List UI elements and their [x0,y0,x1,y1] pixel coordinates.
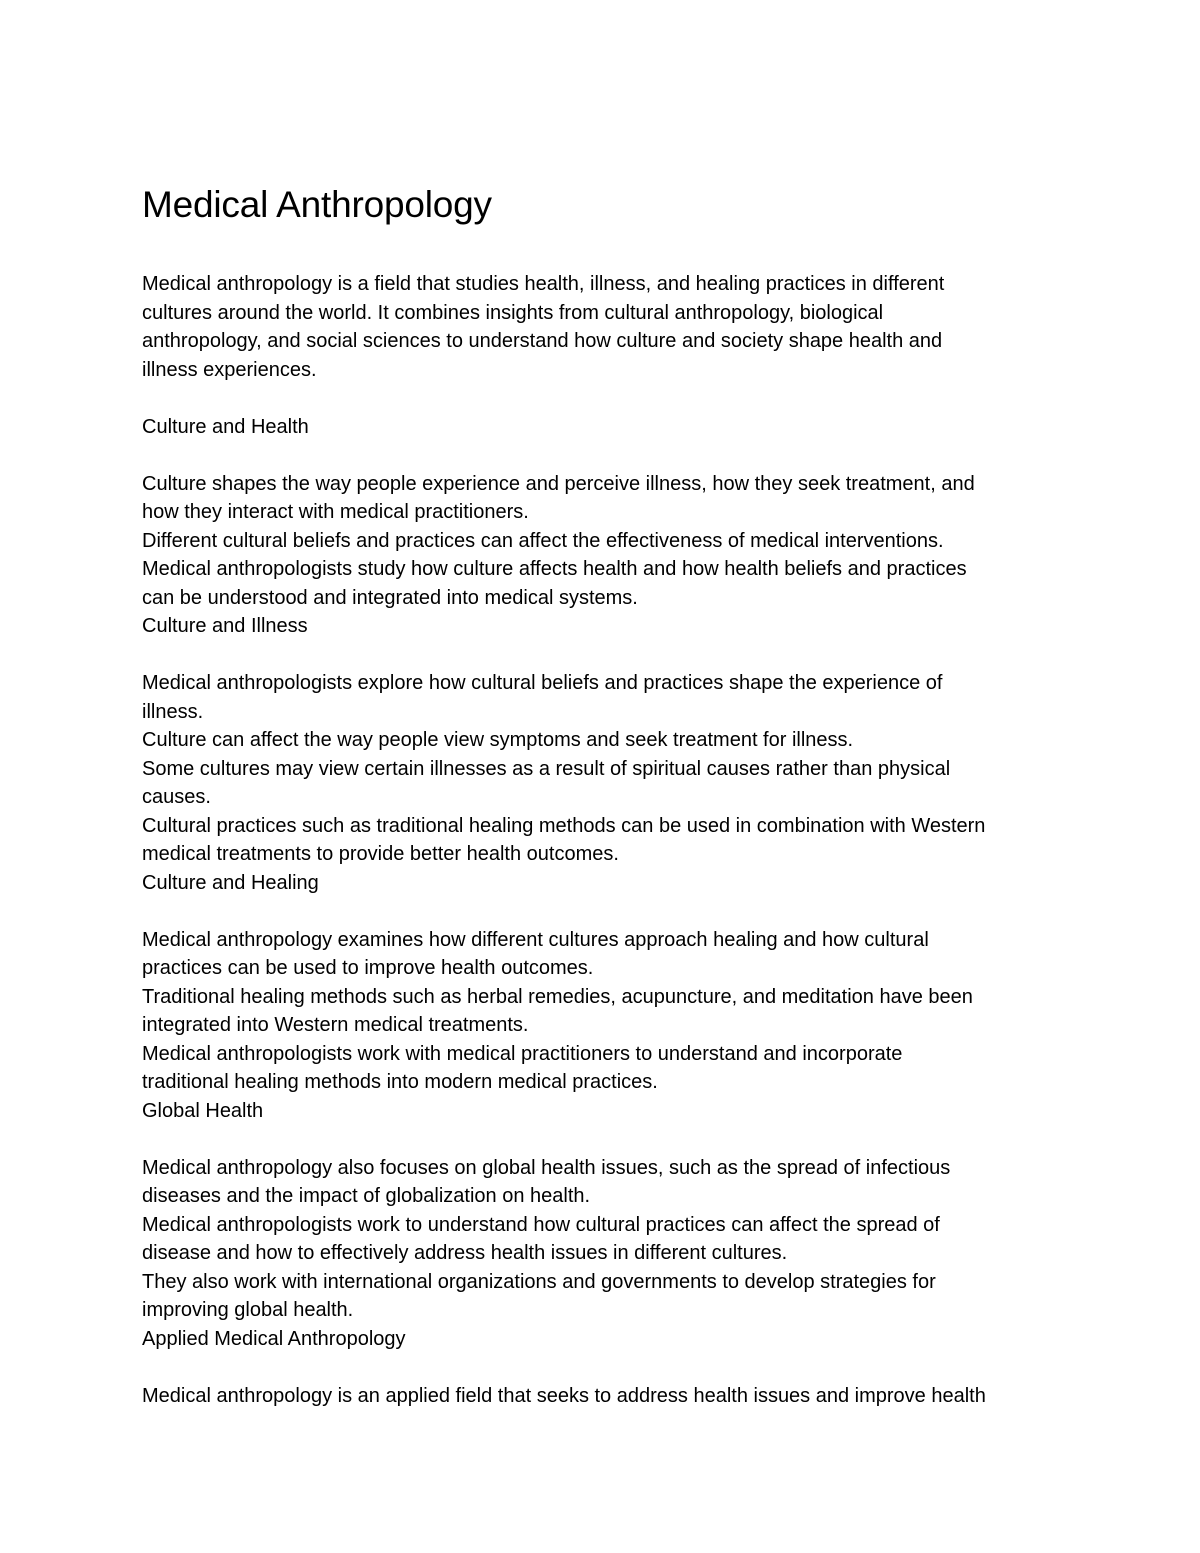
text-line: Traditional healing methods such as herbal remedies, acupuncture, and meditation have been [142,985,973,1008]
text-line: Cultural practices such as traditional healing methods can be used in combination with Western [142,814,986,837]
text-line: diseases and the impact of globalization on health. [142,1185,591,1207]
text-line: practices can be used to improve health outcomes. [142,957,594,979]
section-heading: Culture and Healing [142,871,319,894]
text-line: causes. [142,786,211,808]
text-line: cultures around the world. It combines insights from cultural anthropology, biological [142,301,884,324]
spacer [142,897,1062,926]
section-global-health [142,1097,1062,1325]
text-line: Medical anthropologists study how culture affects health and how health beliefs and practices [142,558,967,580]
text-line: Some cultures may view certain illnesses as a result of spiritual causes rather than physical [142,757,951,780]
text-line: Culture can affect the way people view symptoms and seek treatment for illness. [142,729,854,751]
spacer [142,1353,1062,1382]
text-line: how they interact with medical practitioners. [142,501,529,523]
text-line: Medical anthropology is a field that studies health, illness, and healing practices in different [142,273,945,295]
text-line: Culture shapes the way people experience and perceive illness, how they seek treatment, and [142,472,975,495]
text-line: integrated into Western medical treatments. [142,1014,529,1036]
text-line: medical treatments to provide better health outcomes. [142,843,619,865]
text-line: can be understood and integrated into medical systems. [142,586,638,609]
text-line: Medical anthropology examines how different cultures approach healing and how cultural [142,928,929,951]
text-line: Medical anthropology also focuses on global health issues, such as the spread of infectious [142,1156,951,1179]
section-applied-medical-anthropology [142,1325,1062,1411]
spacer [142,641,1062,670]
text-line: traditional healing methods into modern medical practices. [142,1071,658,1093]
text-line: illness experiences. [142,358,317,381]
text-line: Medical anthropologists work with medical practitioners to understand and incorporate [142,1042,903,1065]
document-title: Medical Anthropology [142,184,492,225]
section-culture-and-healing [142,869,1062,1097]
section-culture-and-health [142,413,1062,613]
text-line: Medical anthropology is an applied field that seeks to address health issues and improve health [142,1384,986,1407]
spacer [142,441,1062,470]
section-culture-and-illness [142,612,1062,869]
section-heading: Culture and Illness [142,615,308,637]
spacer [142,384,1062,413]
text-line: Different cultural beliefs and practices can affect the effectiveness of medical interventions. [142,529,944,552]
document-content [142,178,1062,1410]
spacer [142,1125,1062,1154]
section-heading: Global Health [142,1099,264,1122]
text-line: They also work with international organizations and governments to develop strategies for [142,1270,936,1293]
text-line: illness. [142,700,204,723]
text-line: Medical anthropologists explore how cultural beliefs and practices shape the experience of [142,672,943,694]
section-heading: Applied Medical Anthropology [142,1327,406,1350]
section-heading: Culture and Health [142,415,309,438]
intro-paragraph [142,270,1062,384]
text-line: improving global health. [142,1299,354,1321]
text-line: disease and how to effectively address health issues in different cultures. [142,1242,788,1264]
text-line: Medical anthropologists work to understand how cultural practices can affect the spread of [142,1213,940,1236]
text-line: anthropology, and social sciences to understand how culture and society shape health and [142,330,943,352]
